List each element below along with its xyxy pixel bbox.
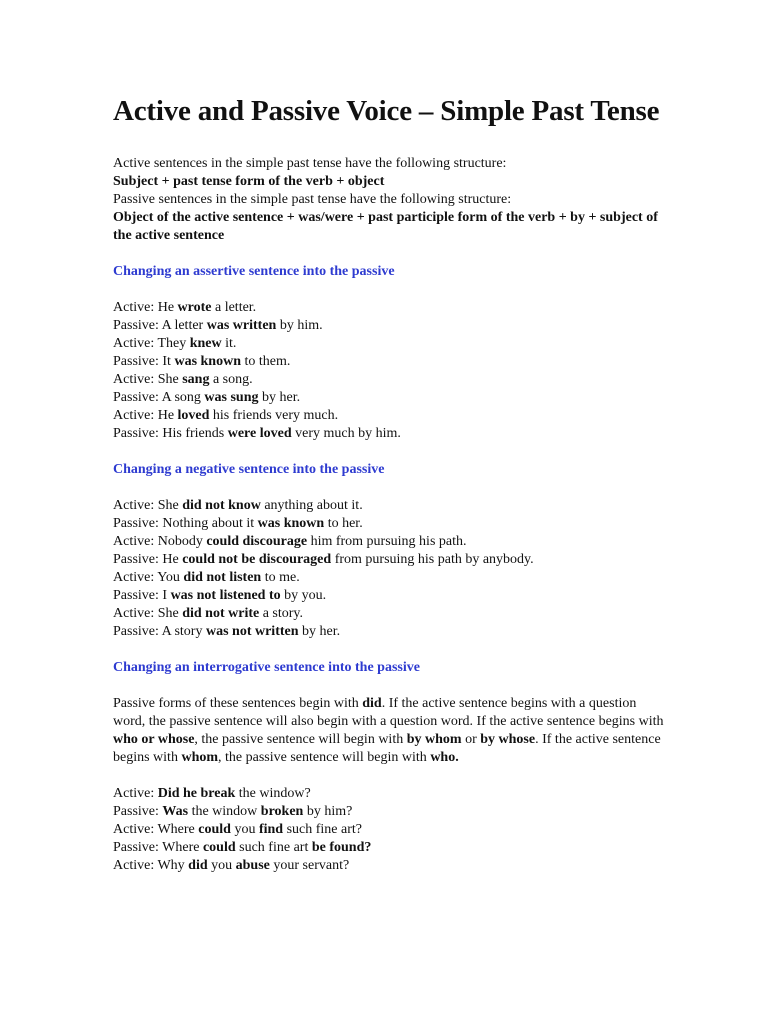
example-line: Passive: I was not listened to by you. bbox=[113, 588, 327, 603]
interrogative-examples bbox=[113, 785, 668, 875]
example-line: Active: Why did you abuse your servant? bbox=[113, 858, 350, 873]
example-line: Active: She sang a song. bbox=[113, 372, 253, 387]
example-line: Active: He loved his friends very much. bbox=[113, 408, 339, 423]
example-line: Passive: Nothing about it was known to her. bbox=[113, 516, 363, 531]
example-line: Passive: A story was not written by her. bbox=[113, 624, 341, 639]
example-line: Passive: It was known to them. bbox=[113, 354, 291, 369]
example-line: Passive: Where could such fine art be found? bbox=[113, 840, 372, 855]
example-line: Passive: He could not be discouraged from pursuing his path by anybody. bbox=[113, 552, 534, 567]
example-line: Passive: His friends were loved very much by him. bbox=[113, 426, 401, 441]
example-line: Active: You did not listen to me. bbox=[113, 570, 300, 585]
spacer bbox=[113, 767, 668, 785]
active-structure-text: Active sentences in the simple past tense have the following structure: bbox=[113, 156, 507, 171]
example-line: Active: They knew it. bbox=[113, 336, 237, 351]
example-line: Active: Where could you find such fine art? bbox=[113, 822, 362, 837]
section-heading-assertive: Changing an assertive sentence into the passive bbox=[113, 264, 395, 279]
intro-block bbox=[113, 155, 668, 245]
negative-examples bbox=[113, 497, 668, 641]
example-line: Active: Nobody could discourage him from pursuing his path. bbox=[113, 534, 467, 549]
example-line: Active: She did not know anything about it. bbox=[113, 498, 363, 513]
example-line: Passive: Was the window broken by him? bbox=[113, 804, 353, 819]
passive-formula: Object of the active sentence + was/were + past participle form of the verb + by + subject of the active sentence bbox=[113, 210, 658, 243]
example-line: Passive: A letter was written by him. bbox=[113, 318, 323, 333]
page-title: Active and Passive Voice – Simple Past Tense bbox=[113, 95, 660, 127]
example-line: Active: Did he break the window? bbox=[113, 786, 311, 801]
example-line: Active: She did not write a story. bbox=[113, 606, 304, 621]
interrogative-explanation: Passive forms of these sentences begin with did. If the active sentence begins with a question word, the passive sentence will also begin with a question word. If the active sentence begins with who or whose, the passive sentence will begin with by whom or by whose. If the active sentence begins with whom, the passive sentence will begin with who. bbox=[113, 696, 664, 765]
example-line: Active: He wrote a letter. bbox=[113, 300, 257, 315]
assertive-examples bbox=[113, 299, 668, 443]
passive-structure-text: Passive sentences in the simple past tense have the following structure: bbox=[113, 192, 512, 207]
example-line: Passive: A song was sung by her. bbox=[113, 390, 301, 405]
active-formula: Subject + past tense form of the verb + object bbox=[113, 174, 385, 189]
section-heading-interrogative: Changing an interrogative sentence into the passive bbox=[113, 660, 420, 675]
section-heading-negative: Changing a negative sentence into the passive bbox=[113, 462, 385, 477]
